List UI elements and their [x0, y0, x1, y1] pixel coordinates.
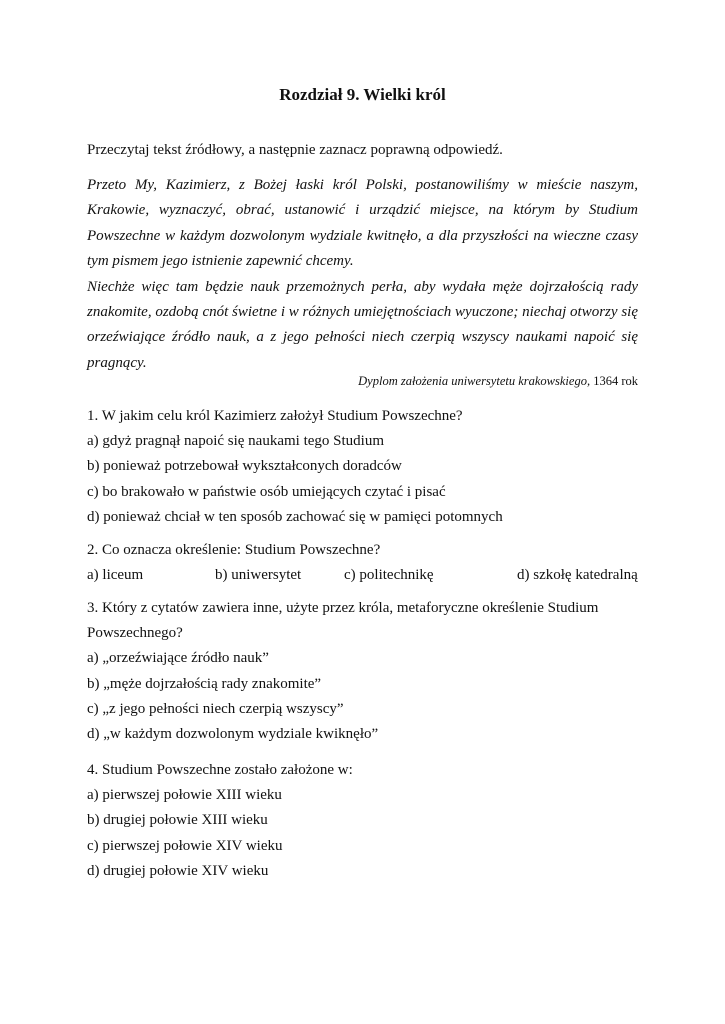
question-4-option-b[interactable]: b) drugiej połowie XIII wieku — [87, 812, 268, 829]
question-4-option-a[interactable]: a) pierwszej połowie XIII wieku — [87, 787, 282, 804]
question-4-text: 4. Studium Powszechne zostało założone w: — [87, 762, 353, 778]
question-2-options — [87, 563, 638, 588]
page-title: Rozdział 9. Wielki król — [279, 85, 446, 104]
source-paragraph-2: Niechże więc tam będzie nauk przemożnych perła, aby wydała męże dojrzałością rady znakomite, ozdobą cnót świetne i w różnych umiejętnościach wyuczone; niechaj otworzy się orzeźwiające źródło nauk, a z jego pełności niech czerpią wszyscy naukami napoić się pragnący. — [87, 278, 638, 371]
citation-title: Dyplom założenia uniwersytetu krakowskiego, — [358, 374, 591, 388]
citation-year: 1364 rok — [593, 374, 638, 388]
question-3-option-c[interactable]: c) „z jego pełności niech czerpią wszyscy” — [87, 700, 344, 717]
question-2-text: 2. Co oznacza określenie: Studium Powszechne? — [87, 542, 381, 558]
question-1-option-a[interactable]: a) gdyż pragnął napoić się naukami tego Studium — [87, 433, 385, 450]
question-2-option-d[interactable]: d) szkołę katedralną — [517, 567, 638, 584]
question-2-option-b[interactable]: b) uniwersytet — [215, 567, 302, 584]
question-4 — [87, 758, 638, 884]
question-2-option-c[interactable]: c) politechnikę — [344, 567, 434, 584]
question-3-option-a[interactable]: a) „orzeźwiające źródło nauk” — [87, 650, 269, 667]
question-3 — [87, 596, 638, 747]
question-4-option-c[interactable]: c) pierwszej połowie XIV wieku — [87, 837, 283, 854]
source-paragraph-1: Przeto My, Kazimierz, z Bożej łaski król Polski, postanowiliśmy w mieście naszym, Krakowie, wyznaczyć, obrać, ustanowić i urządzić miejsce, na którym by Studium Powszechne w każdym dozwolonym wydziale kwitnęło, a dla przyszłości na wieczne czasy tym pismem jego istnienie zapewnić chcemy. — [87, 177, 638, 270]
question-4-option-d[interactable]: d) drugiej połowie XIV wieku — [87, 862, 269, 879]
question-3-option-d[interactable]: d) „w każdym dozwolonym wydziale kwiknęło” — [87, 726, 379, 743]
question-1 — [87, 404, 638, 530]
source-text — [87, 173, 638, 376]
question-3-text: 3. Który z cytatów zawiera inne, użyte przez króla, metaforyczne określenie Studium Powszechnego? — [87, 600, 599, 642]
question-1-option-d[interactable]: d) ponieważ chciał w ten sposób zachować się w pamięci potomnych — [87, 508, 503, 525]
source-citation — [358, 374, 638, 389]
question-3-option-b[interactable]: b) „męże dojrzałością rady znakomite” — [87, 675, 322, 692]
question-2 — [87, 538, 638, 588]
question-1-text: 1. W jakim celu król Kazimierz założył Studium Powszechne? — [87, 408, 463, 424]
question-2-option-a[interactable]: a) liceum — [87, 567, 144, 584]
question-1-option-c[interactable]: c) bo brakowało w państwie osób umiejących czytać i pisać — [87, 483, 446, 500]
question-1-option-b[interactable]: b) ponieważ potrzebował wykształconych doradców — [87, 458, 402, 475]
instruction-text: Przeczytaj tekst źródłowy, a następnie zaznacz poprawną odpowiedź. — [87, 142, 503, 158]
